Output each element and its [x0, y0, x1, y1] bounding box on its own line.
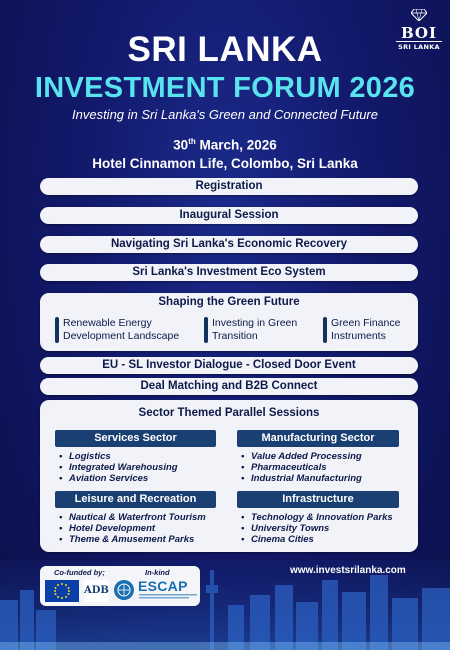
- green-future-panel: [40, 293, 418, 351]
- session-registration: Registration: [40, 178, 418, 195]
- green-item-transition: [204, 317, 297, 343]
- list-item: • University Towns: [240, 523, 393, 534]
- cofunded-label: Co-funded by;: [54, 568, 105, 577]
- list-item: • Hotel Development: [58, 523, 206, 534]
- list-item: • Industrial Manufacturing: [240, 473, 362, 484]
- session-eu-sl-dialogue: EU - SL Investor Dialogue - Closed Door Event: [40, 357, 418, 374]
- boi-logo-subtext: SRI LANKA: [396, 41, 442, 51]
- session-investment-ecosystem: Sri Lanka's Investment Eco System: [40, 264, 418, 281]
- parallel-sessions-panel: [40, 400, 418, 552]
- item-marker: [323, 317, 327, 343]
- item-marker: [204, 317, 208, 343]
- green-item-line: Instruments: [331, 330, 386, 342]
- adb-logo: ADB: [84, 580, 108, 602]
- title-country: SRI LANKA: [127, 30, 323, 69]
- un-emblem-icon: [113, 579, 135, 601]
- sector-list-leisure: [58, 512, 206, 545]
- title-event: INVESTMENT FORUM 2026: [34, 72, 416, 104]
- sector-list-manufacturing: [240, 451, 362, 484]
- escap-subtitle-lines: [139, 594, 197, 600]
- sector-header-services: Services Sector: [55, 430, 216, 447]
- session-inaugural: Inaugural Session: [40, 207, 418, 224]
- green-item-line: Development Landscape: [63, 330, 180, 342]
- list-item: • Cinema Cities: [240, 534, 393, 545]
- green-item-line: Investing in Green: [212, 317, 298, 329]
- green-item-line: Transition: [212, 330, 258, 342]
- session-deal-matching: Deal Matching and B2B Connect: [40, 378, 418, 395]
- parallel-sessions-title: Sector Themed Parallel Sessions: [138, 407, 320, 419]
- list-item: • Aviation Services: [58, 473, 178, 484]
- diamond-icon: [411, 9, 427, 21]
- escap-logo: ESCAP: [138, 578, 188, 594]
- sector-header-leisure: Leisure and Recreation: [55, 491, 216, 508]
- green-item-line: Renewable Energy: [63, 317, 152, 329]
- eu-flag-icon: [45, 580, 79, 602]
- date-day: 30: [173, 137, 189, 153]
- boi-logo-text: BOI: [400, 24, 438, 42]
- inkind-label: In-kind: [145, 568, 170, 577]
- list-item: • Pharmaceuticals: [240, 462, 362, 473]
- event-venue: Hotel Cinnamon Life, Colombo, Sri Lanka: [92, 156, 358, 171]
- list-item: • Technology & Innovation Parks: [240, 512, 393, 523]
- date-suffix: th: [188, 137, 196, 146]
- session-economic-recovery: Navigating Sri Lanka's Economic Recovery: [40, 236, 418, 253]
- item-marker: [55, 317, 59, 343]
- green-item-line: Green Finance: [331, 317, 401, 329]
- sector-list-services: [58, 451, 178, 484]
- date-rest: March, 2026: [195, 137, 277, 153]
- event-date: [0, 137, 450, 153]
- green-item-finance: [323, 317, 400, 343]
- list-item: • Nautical & Waterfront Tourism: [58, 512, 206, 523]
- website-link[interactable]: www.investsrilanka.com: [290, 565, 406, 576]
- sector-list-infrastructure: [240, 512, 393, 545]
- list-item: • Logistics: [58, 451, 178, 462]
- green-future-title: Shaping the Green Future: [158, 296, 300, 308]
- sector-header-infrastructure: Infrastructure: [237, 491, 399, 508]
- list-item: • Theme & Amusement Parks: [58, 534, 206, 545]
- sector-header-manufacturing: Manufacturing Sector: [237, 430, 399, 447]
- list-item: • Integrated Warehousing: [58, 462, 178, 473]
- list-item: • Value Added Processing: [240, 451, 362, 462]
- tagline: Investing in Sri Lanka's Green and Connected Future: [72, 107, 378, 122]
- green-item-renewable: [55, 317, 179, 343]
